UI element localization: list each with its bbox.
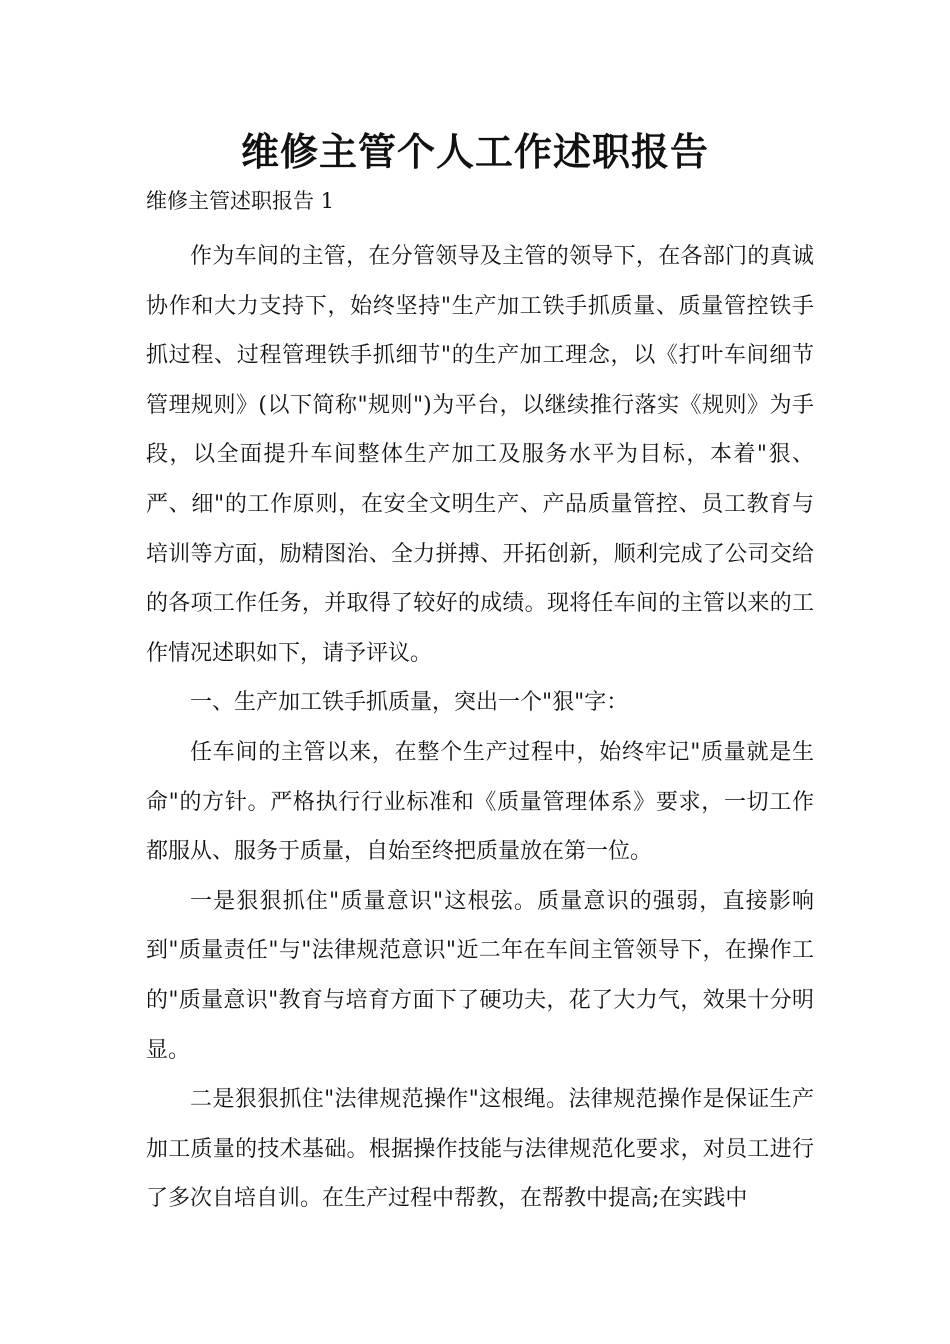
document-title: 维修主管个人工作述职报告 (240, 129, 709, 174)
document-body (146, 232, 814, 1224)
paragraph-quality-policy: 任车间的主管以来，在整个生产过程中，始终牢记"质量就是生命"的方针。严格执行行业标准和《质量管理体系》要求，一切工作都服从、服务于质量，自始至终把质量放在第一位。 (146, 739, 814, 865)
paragraph-standard-operation: 二是狠狠抓住"法律规范操作"这根绳。法律规范操作是保证生产加工质量的技术基础。根据操作技能与法律规范化要求，对员工进行了多次自培自训。在生产过程中帮教，在帮教中提高;在实践中 (146, 1087, 814, 1212)
document-subtitle: 维修主管述职报告 1 (146, 189, 335, 213)
paragraph-quality-awareness: 一是狠狠抓住"质量意识"这根弦。质量意识的强弱，直接影响到"质量责任"与"法律规范意识"近二年在车间主管领导下，在操作工的"质量意识"教育与培育方面下了硬功夫，花了大力气，效果十分明显。 (146, 888, 814, 1063)
section-heading-quality: 一、生产加工铁手抓质量，突出一个"狠"字： (190, 690, 629, 716)
paragraph-intro: 作为车间的主管，在分管领导及主管的领导下，在各部门的真诚协作和大力支持下，始终坚持"生产加工铁手抓质量、质量管控铁手抓过程、过程管理铁手抓细节"的生产加工理念，以《打叶车间细节管理规则》(以下简称"规则")为平台，以继续推行落实《规则》为手段，以全面提升车间整体生产加工及服务水平为目标，本着"狠、严、细"的工作原则，在安全文明生产、产品质量管控、员工教育与培训等方面，励精图治、全力拼搏、开拓创新，顺利完成了公司交给的各项工作任务，并取得了较好的成绩。现将任车间的主管以来的工作情况述职如下，请予评议。 (146, 244, 814, 666)
